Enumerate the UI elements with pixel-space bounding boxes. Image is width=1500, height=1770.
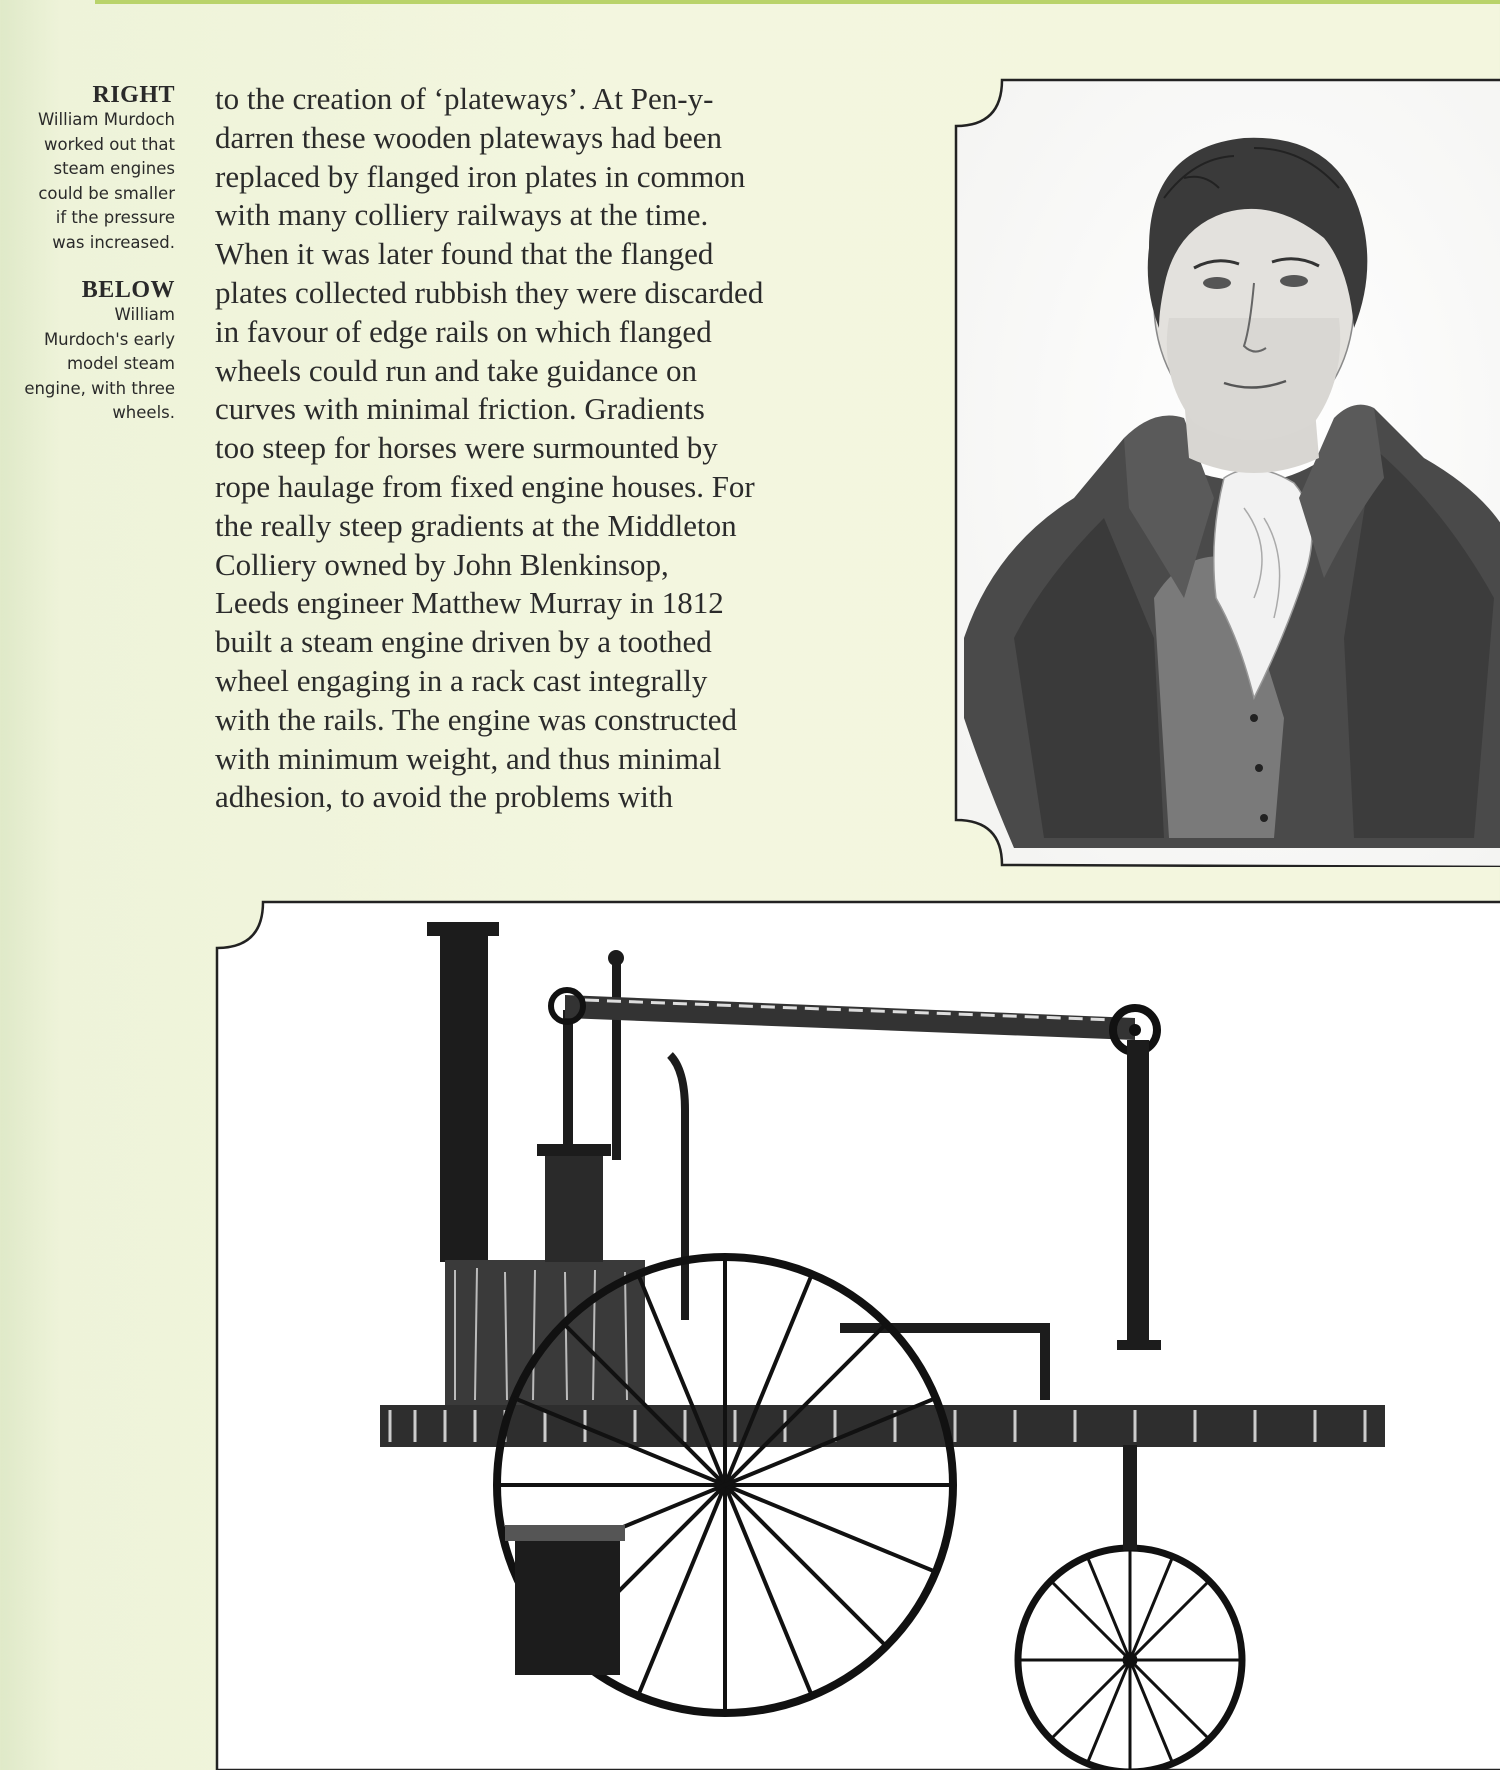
- body-line: built a steam engine driven by a toothed: [215, 624, 712, 660]
- caption-below: [0, 277, 175, 426]
- body-line: the really steep gradients at the Middleton: [215, 507, 737, 543]
- body-line: plates collected rubbish they were discarded: [215, 274, 764, 310]
- steam-engine-drawing: [215, 900, 1500, 1770]
- caption-below-heading: BELOW: [81, 277, 175, 303]
- body-line: replaced by flanged iron plates in common: [215, 158, 746, 194]
- body-line: rope haulage from fixed engine houses. For: [215, 468, 755, 504]
- caption-line: was increased.: [52, 232, 175, 252]
- caption-line: if the pressure: [55, 208, 175, 227]
- body-line: to the creation of ‘plateways’. At Pen-y-: [215, 81, 714, 116]
- portrait-drawing: [954, 78, 1500, 867]
- body-line: in favour of edge rails on which flanged: [215, 313, 712, 349]
- caption-line: model steam: [66, 354, 175, 373]
- caption-line: William: [114, 305, 175, 324]
- caption-line: engine, with three: [24, 378, 175, 398]
- caption-right-heading: RIGHT: [92, 82, 175, 108]
- caption-line: worked out that: [44, 134, 175, 154]
- body-text: [215, 80, 855, 817]
- caption-below-text: [0, 303, 175, 426]
- body-line: curves with minimal friction. Gradients: [215, 391, 705, 427]
- caption-line: William Murdoch: [37, 110, 175, 129]
- steam-engine-illustration: [215, 900, 1500, 1770]
- body-line: too steep for horses were surmounted by: [215, 430, 718, 466]
- side-captions: [0, 82, 175, 448]
- caption-line: Murdoch's early: [43, 329, 175, 349]
- top-accent-rule: [95, 0, 1500, 4]
- body-line: with minimum weight, and thus minimal: [215, 740, 722, 776]
- body-line: wheel engaging in a rack cast integrally: [215, 662, 708, 698]
- body-line: Colliery owned by John Blenkinsop,: [215, 546, 669, 582]
- body-line: When it was later found that the flanged: [215, 236, 714, 272]
- caption-right-text: [0, 108, 175, 255]
- body-line: wheels could run and take guidance on: [215, 352, 698, 388]
- caption-line: steam engines: [53, 159, 175, 178]
- caption-line: could be smaller: [38, 183, 175, 203]
- body-line: with many colliery railways at the time.: [215, 197, 709, 233]
- body-line: adhesion, to avoid the problems with: [215, 779, 674, 815]
- caption-right: [0, 82, 175, 255]
- body-line: Leeds engineer Matthew Murray in 1812: [215, 585, 724, 621]
- body-line: darren these wooden plateways had been: [215, 119, 722, 155]
- body-line: with the rails. The engine was constructed: [215, 701, 737, 737]
- caption-line: wheels.: [112, 403, 175, 422]
- portrait-illustration: [954, 78, 1500, 867]
